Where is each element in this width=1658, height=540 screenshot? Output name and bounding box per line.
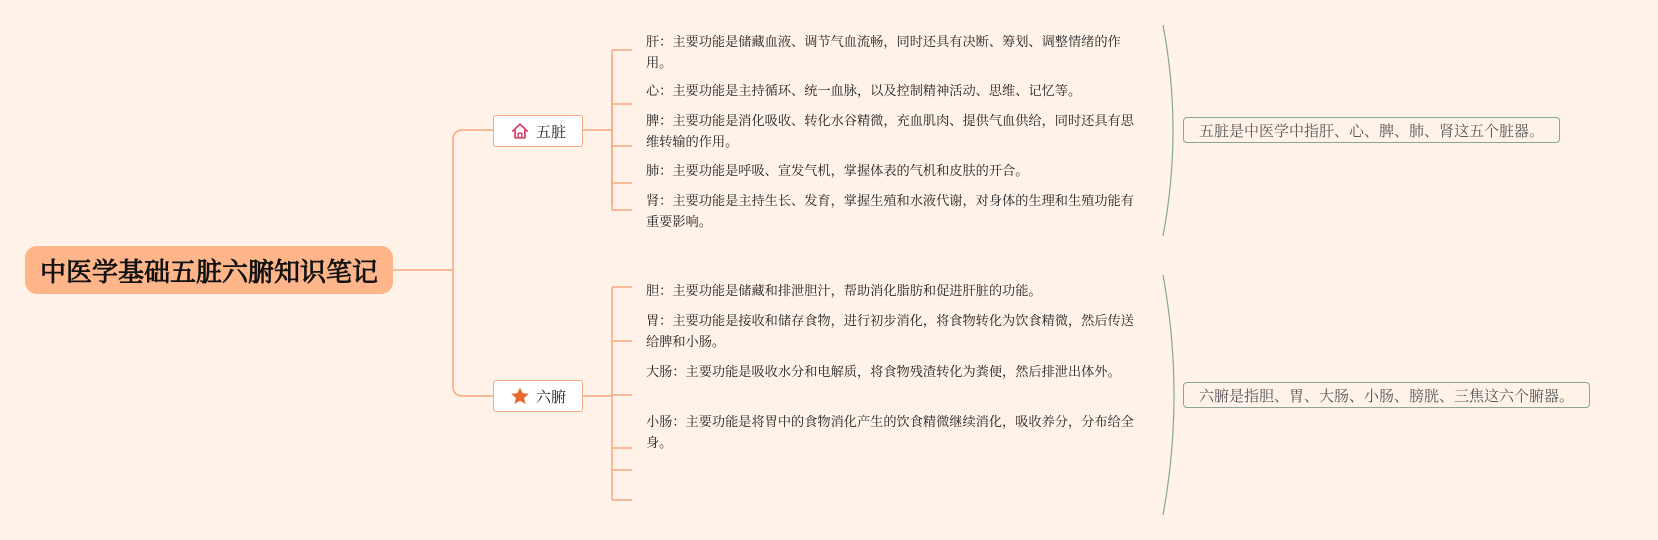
summary-brackets bbox=[1163, 25, 1183, 515]
leaf-dachang[interactable]: 大肠：主要功能是吸收水分和电解质，将食物残渣转化为粪便，然后排泄出体外。 bbox=[646, 365, 1121, 380]
leaf-gan[interactable]: 肝：主要功能是储藏血液、调节气血流畅，同时还具有决断、筹划、调整情绪的作用。 bbox=[646, 35, 1121, 71]
branch-wuzang[interactable] bbox=[493, 115, 583, 147]
star-icon bbox=[510, 386, 530, 406]
house-icon bbox=[510, 121, 530, 141]
liufu-connectors bbox=[583, 287, 632, 500]
branch-label: 五脏 bbox=[535, 122, 566, 141]
root-connectors bbox=[393, 130, 493, 396]
leaf-xin[interactable]: 心：主要功能是主持循环、统一血脉，以及控制精神活动、思维、记忆等。 bbox=[646, 84, 1082, 99]
leaf-wei[interactable]: 胃：主要功能是接收和储存食物，进行初步消化，将食物转化为饮食精微，然后传送给脾和小肠。 bbox=[646, 314, 1134, 350]
summary-liufu[interactable]: 六腑是指胆、胃、大肠、小肠、膀胱、三焦这六个腑器。 bbox=[1183, 382, 1590, 408]
leaf-dan[interactable]: 胆：主要功能是储藏和排泄胆汁，帮助消化脂肪和促进肝脏的功能。 bbox=[646, 284, 1042, 299]
branch-liufu[interactable] bbox=[493, 380, 583, 412]
leaf-shen[interactable]: 肾：主要功能是主持生长、发育，掌握生殖和水液代谢，对身体的生理和生殖功能有重要影响。 bbox=[646, 194, 1134, 230]
leaf-fei[interactable]: 肺：主要功能是呼吸、宣发气机，掌握体表的气机和皮肤的开合。 bbox=[646, 164, 1029, 179]
leaf-xiaochang[interactable]: 小肠：主要功能是将胃中的食物消化产生的饮食精微继续消化，吸收养分，分布给全身。 bbox=[646, 415, 1134, 451]
leaf-pi[interactable]: 脾：主要功能是消化吸收、转化水谷精微，充血肌肉、提供气血供给，同时还具有思维转输的作用。 bbox=[646, 114, 1134, 150]
summary-wuzang[interactable]: 五脏是中医学中指肝、心、脾、肺、肾这五个脏器。 bbox=[1183, 117, 1560, 143]
root-topic[interactable]: 中医学基础五脏六腑知识笔记 bbox=[25, 246, 393, 294]
branch-label: 六腑 bbox=[535, 387, 566, 406]
wuzang-connectors bbox=[583, 50, 632, 210]
